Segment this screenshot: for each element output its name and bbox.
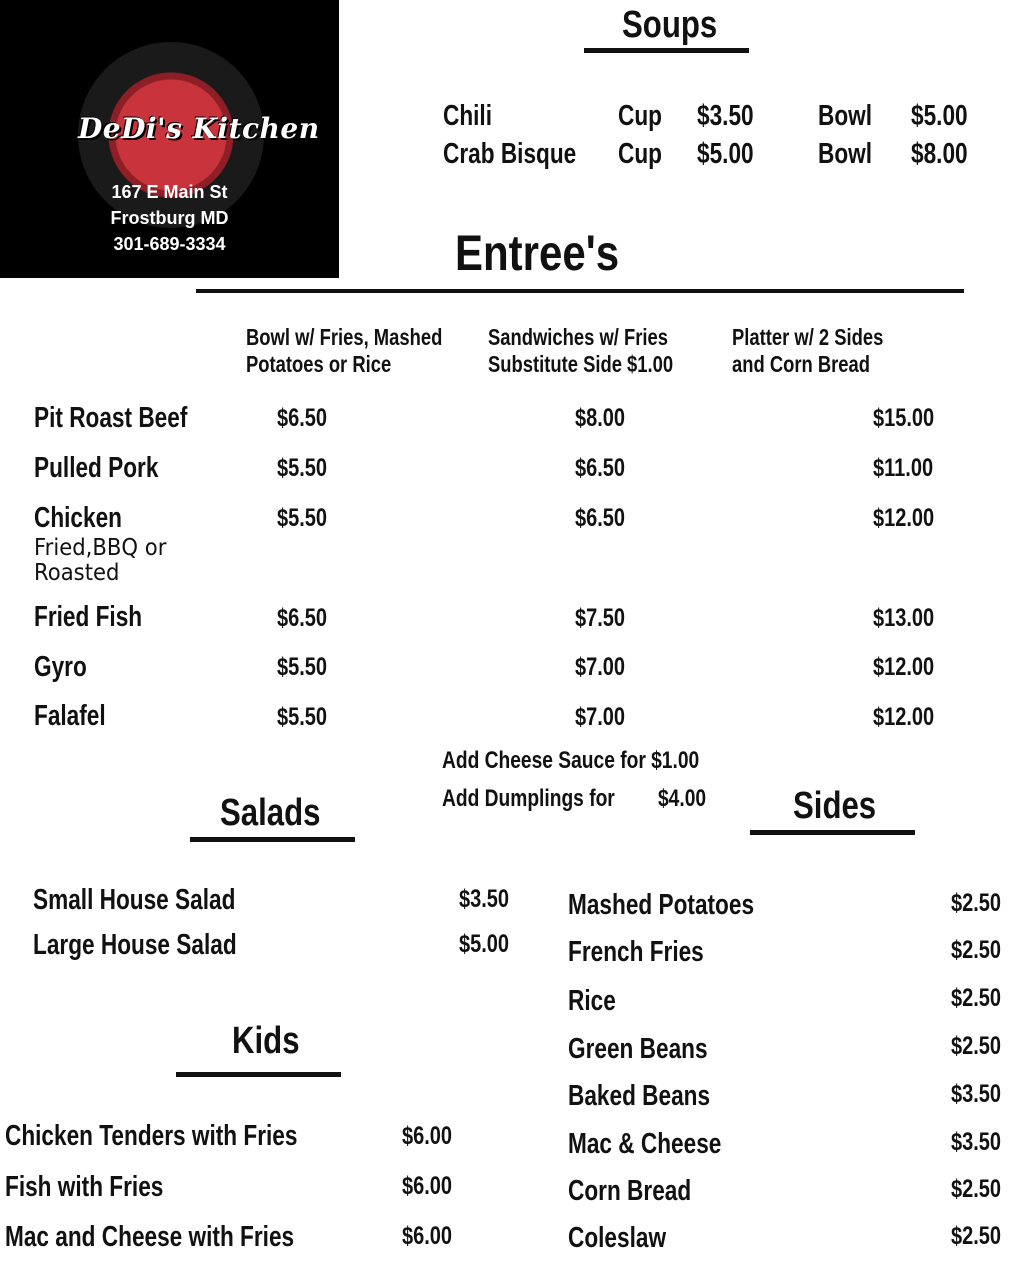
side-price: $2.50 xyxy=(951,1222,1002,1250)
soup-bowl-label: Bowl xyxy=(818,100,873,132)
soup-bowl-price: $8.00 xyxy=(911,138,968,170)
entree-sandwich-price: $7.00 xyxy=(575,703,626,731)
entree-description: Roasted xyxy=(34,560,120,586)
entree-bowl-price: $6.50 xyxy=(277,604,328,632)
kids-item-price: $6.00 xyxy=(402,1122,453,1150)
soup-cup-price: $3.50 xyxy=(697,100,754,132)
kids-item-price: $6.00 xyxy=(402,1222,453,1250)
addon-dumplings: Add Dumplings for xyxy=(442,785,615,812)
side-price: $2.50 xyxy=(951,1175,1002,1203)
side-name: French Fries xyxy=(568,936,704,968)
entree-name: Falafel xyxy=(34,700,106,732)
soup-cup-label: Cup xyxy=(618,100,662,132)
kids-item-name: Chicken Tenders with Fries xyxy=(5,1120,298,1152)
entree-name: Fried Fish xyxy=(34,601,143,633)
column-header-sandwich xyxy=(488,324,673,378)
entree-sandwich-price: $7.50 xyxy=(575,604,626,632)
entrees-title: Entree's xyxy=(455,225,620,281)
side-price: $2.50 xyxy=(951,889,1002,917)
sides-underline xyxy=(750,830,915,835)
entree-platter-price: $15.00 xyxy=(873,404,935,432)
addon-cheese-sauce: Add Cheese Sauce for $1.00 xyxy=(442,747,700,774)
entree-bowl-price: $5.50 xyxy=(277,653,328,681)
entree-platter-price: $12.00 xyxy=(873,703,935,731)
side-price: $3.50 xyxy=(951,1128,1002,1156)
kids-title: Kids xyxy=(232,1020,300,1062)
salad-price: $5.00 xyxy=(459,930,510,958)
side-name: Baked Beans xyxy=(568,1080,711,1112)
side-name: Coleslaw xyxy=(568,1222,667,1254)
column-header-line: Bowl w/ Fries, Mashed xyxy=(246,324,443,350)
side-name: Corn Bread xyxy=(568,1175,692,1207)
entree-name: Chicken xyxy=(34,502,123,534)
entree-name: Gyro xyxy=(34,651,87,683)
sides-title: Sides xyxy=(793,785,877,827)
salad-name: Large House Salad xyxy=(33,929,237,961)
side-price: $2.50 xyxy=(951,1032,1002,1060)
kids-item-name: Fish with Fries xyxy=(5,1171,164,1203)
side-price: $2.50 xyxy=(951,936,1002,964)
entree-platter-price: $12.00 xyxy=(873,504,935,532)
column-header-line: Sandwiches w/ Fries xyxy=(488,324,668,350)
logo-phone: 301-689-3334 xyxy=(113,234,226,254)
logo-name: DeDi's Kitchen xyxy=(78,112,320,145)
side-name: Mashed Potatoes xyxy=(568,889,755,921)
entree-bowl-price: $5.50 xyxy=(277,703,328,731)
soup-name: Chili xyxy=(443,100,493,132)
column-header-line: Potatoes or Rice xyxy=(246,351,392,377)
side-name: Rice xyxy=(568,985,616,1017)
column-header-line: and Corn Bread xyxy=(732,351,871,377)
side-price: $2.50 xyxy=(951,984,1002,1012)
entree-platter-price: $12.00 xyxy=(873,653,935,681)
entree-sandwich-price: $6.50 xyxy=(575,504,626,532)
soup-cup-label: Cup xyxy=(618,138,662,170)
entree-sandwich-price: $6.50 xyxy=(575,454,626,482)
column-header-platter xyxy=(732,324,883,378)
logo-city: Frostburg MD xyxy=(110,208,229,228)
side-name: Mac & Cheese xyxy=(568,1128,722,1160)
salads-title: Salads xyxy=(220,792,321,834)
entree-description: Fried,BBQ or xyxy=(34,535,167,561)
entree-sandwich-price: $8.00 xyxy=(575,404,626,432)
soup-name: Crab Bisque xyxy=(443,138,577,170)
logo-address: 167 E Main St xyxy=(111,182,228,202)
kids-item-name: Mac and Cheese with Fries xyxy=(5,1221,295,1253)
column-header-bowl xyxy=(246,324,442,378)
entree-name: Pulled Pork xyxy=(34,452,159,484)
soup-bowl-price: $5.00 xyxy=(911,100,968,132)
restaurant-logo xyxy=(0,0,339,278)
entree-sandwich-price: $7.00 xyxy=(575,653,626,681)
soup-cup-price: $5.00 xyxy=(697,138,754,170)
entree-bowl-price: $5.50 xyxy=(277,504,328,532)
column-header-line: Substitute Side $1.00 xyxy=(488,351,674,377)
kids-underline xyxy=(176,1072,341,1077)
soup-bowl-label: Bowl xyxy=(818,138,873,170)
salads-underline xyxy=(190,837,355,842)
side-name: Green Beans xyxy=(568,1033,708,1065)
addon-dumplings-price: $4.00 xyxy=(658,785,707,812)
entree-name: Pit Roast Beef xyxy=(34,402,188,434)
entree-bowl-price: $6.50 xyxy=(277,404,328,432)
side-price: $3.50 xyxy=(951,1080,1002,1108)
salad-price: $3.50 xyxy=(459,885,510,913)
kids-item-price: $6.00 xyxy=(402,1172,453,1200)
soups-title: Soups xyxy=(622,4,718,46)
entrees-underline xyxy=(196,289,964,293)
salad-name: Small House Salad xyxy=(33,884,236,916)
entree-platter-price: $11.00 xyxy=(873,454,934,482)
column-header-line: Platter w/ 2 Sides xyxy=(732,324,884,350)
soups-underline xyxy=(584,48,749,53)
entree-bowl-price: $5.50 xyxy=(277,454,328,482)
entree-platter-price: $13.00 xyxy=(873,604,935,632)
